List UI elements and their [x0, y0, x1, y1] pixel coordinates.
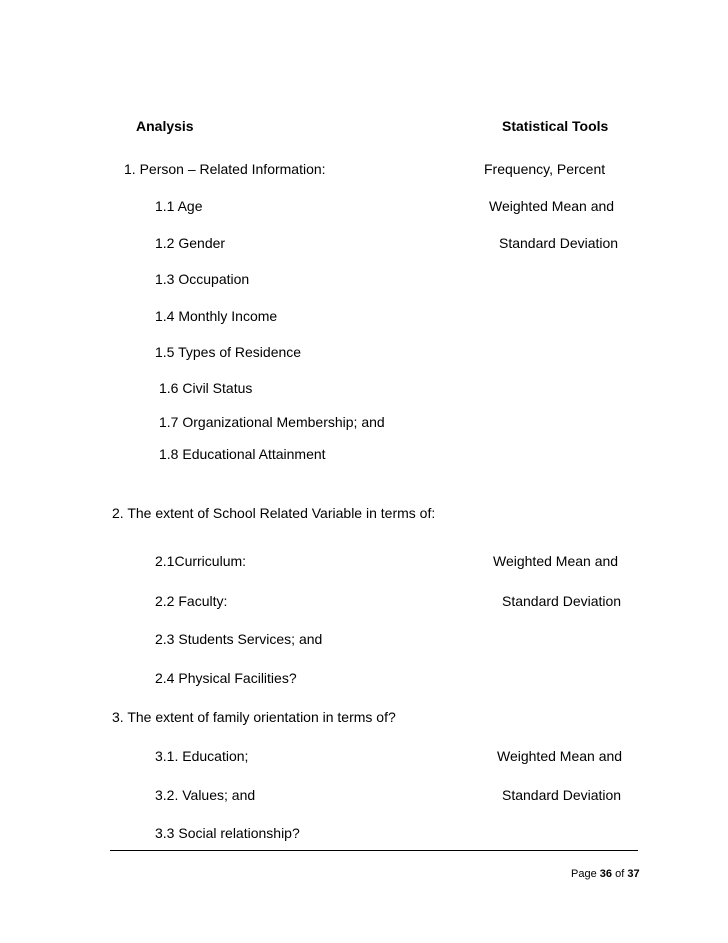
analysis-heading: Analysis: [136, 118, 194, 134]
list-item: 3.3 Social relationship?: [155, 825, 300, 841]
list-item: 1.1 Age: [155, 198, 203, 214]
section-3-tool-2: Standard Deviation: [502, 787, 622, 803]
list-item: 1.3 Occupation: [155, 271, 250, 287]
list-item: 2.1Curriculum:: [155, 553, 247, 569]
list-item: 2.3 Students Services; and: [155, 631, 323, 647]
section-2-tool-2: Standard Deviation: [502, 593, 622, 609]
page-number: 36: [599, 868, 613, 880]
list-item: 3.1. Education;: [155, 748, 249, 764]
list-item: 2.4 Physical Facilities?: [155, 670, 297, 686]
section-1-tool-3: Standard Deviation: [499, 235, 619, 251]
list-item: 1.2 Gender: [155, 235, 226, 251]
list-item: 1.6 Civil Status: [159, 380, 253, 396]
total-pages: 37: [627, 868, 640, 880]
of-label: of: [615, 868, 625, 880]
section-3-tool-1: Weighted Mean and: [497, 748, 623, 764]
list-item: 1.8 Educational Attainment: [159, 446, 326, 462]
section-1-tool-1: Frequency, Percent: [484, 161, 606, 177]
section-3-title: 3. The extent of family orientation in terms of?: [112, 709, 396, 725]
page-number-footer: [571, 868, 640, 880]
section-2-title: 2. The extent of School Related Variable in terms of:: [112, 505, 436, 521]
list-item: 2.2 Faculty:: [155, 593, 228, 609]
section-2-tool-1: Weighted Mean and: [493, 553, 619, 569]
list-item: 1.7 Organizational Membership; and: [159, 414, 385, 430]
list-item: 3.2. Values; and: [155, 787, 256, 803]
footer-divider: [110, 850, 638, 851]
section-1-title: 1. Person – Related Information:: [124, 161, 326, 177]
list-item: 1.5 Types of Residence: [155, 344, 302, 360]
statistical-tools-heading: Statistical Tools: [502, 118, 609, 134]
page-label: Page: [571, 868, 597, 880]
list-item: 1.4 Monthly Income: [155, 308, 278, 324]
section-1-tool-2: Weighted Mean and: [489, 198, 615, 214]
